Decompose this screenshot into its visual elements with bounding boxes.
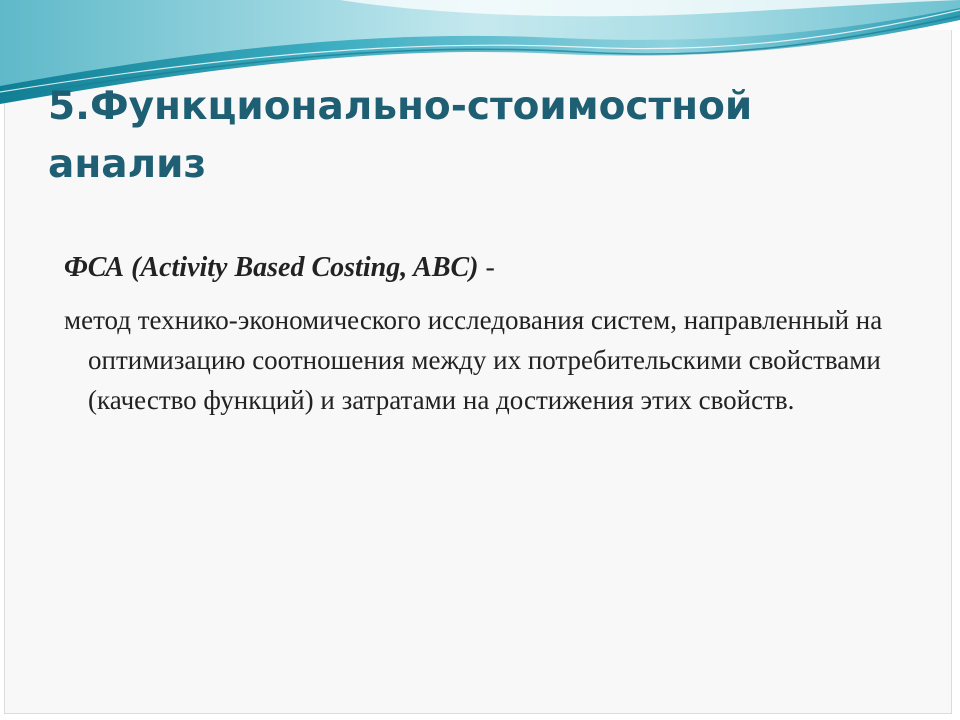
definition-term: ФСА (Activity Based Costing, ABC) — [64, 252, 479, 283]
definition-dash: - — [478, 252, 495, 283]
definition-body: метод технико-экономического исследования систем, направленный на оптимизацию соотношения между их потребительскими свойствами (качество функций) и затратами на достижения этих свойств. — [64, 305, 883, 415]
definition-term-line — [64, 248, 495, 288]
slide-title: 5.Функционально-стоимостной анализ — [48, 84, 753, 187]
